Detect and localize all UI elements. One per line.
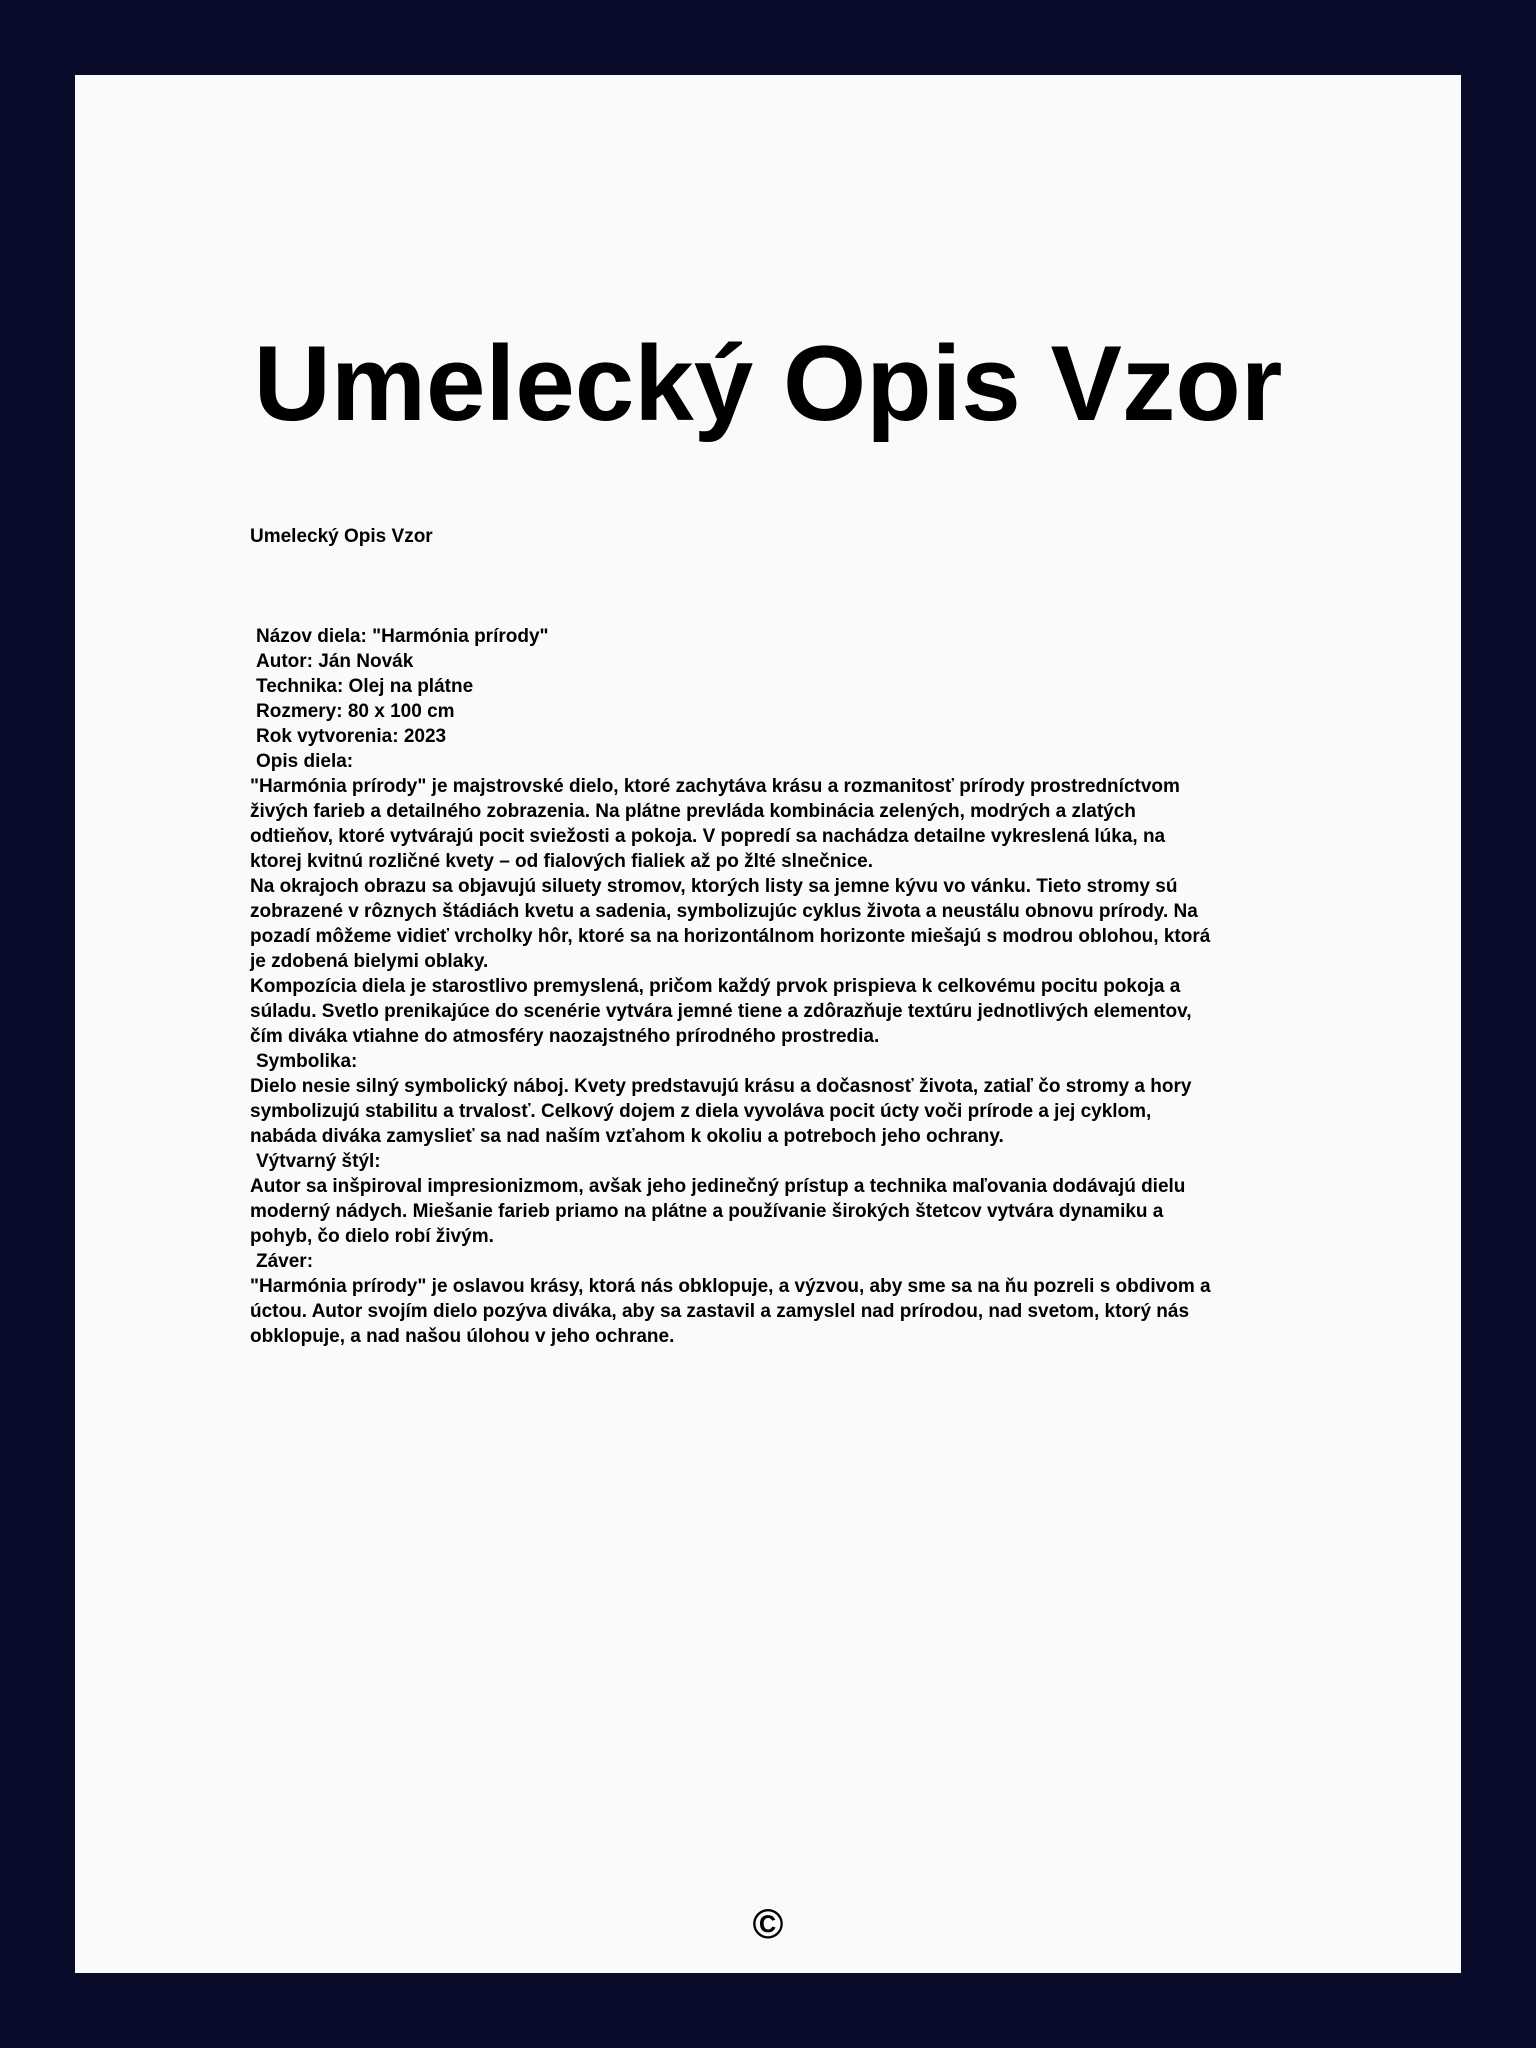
document-body bbox=[250, 624, 1350, 1349]
description-paragraph-2 bbox=[250, 874, 1350, 974]
paragraph-line: moderný nádych. Miešanie farieb priamo na plátne a používanie širokých štetcov vytvára dynamiku a bbox=[250, 1201, 1164, 1222]
paragraph-line: úctou. Autor svojím dielo pozýva diváka, aby sa zastavil a zamyslel nad prírodou, nad svetom, ktorý nás bbox=[250, 1301, 1190, 1322]
paragraph-line: pozadí môžeme vidieť vrcholky hôr, ktoré sa na horizontálnom horizonte miešajú s modrou oblohou, ktorá bbox=[250, 926, 1211, 947]
style-paragraph bbox=[250, 1174, 1350, 1249]
meta-year: Rok vytvorenia: 2023 bbox=[256, 726, 447, 747]
meta-author: Autor: Ján Novák bbox=[256, 651, 414, 672]
paragraph-line: zobrazené v rôznych štádiách kvetu a sadenia, symbolizujúc cyklus života a neustálu obnovu prírody. Na bbox=[250, 901, 1198, 922]
paragraph-line: nabáda diváka zamyslieť sa nad naším vzťahom k okoliu a potreboch jeho ochrany. bbox=[250, 1126, 1004, 1147]
section-heading-description: Opis diela: bbox=[256, 751, 354, 772]
description-paragraph-1 bbox=[250, 774, 1350, 874]
section-heading-style: Výtvarný štýl: bbox=[256, 1151, 381, 1172]
paragraph-line: "Harmónia prírody" je majstrovské dielo, ktoré zachytáva krásu a rozmanitosť prírody prostredníctvom bbox=[250, 776, 1180, 797]
symbolism-paragraph bbox=[250, 1074, 1350, 1149]
meta-dimensions: Rozmery: 80 x 100 cm bbox=[256, 701, 455, 722]
paragraph-line: Kompozícia diela je starostlivo premyslená, pričom každý prvok prispieva k celkovému pocitu pokoja a bbox=[250, 976, 1181, 997]
paragraph-line: je zdobená bielymi oblaky. bbox=[250, 951, 489, 972]
paragraph-line: Dielo nesie silný symbolický náboj. Kvety predstavujú krásu a dočasnosť života, zatiaľ čo stromy a hory bbox=[250, 1076, 1192, 1097]
meta-technique: Technika: Olej na plátne bbox=[256, 676, 474, 697]
copyright-icon: © bbox=[752, 1900, 784, 1947]
paragraph-line: "Harmónia prírody" je oslavou krásy, ktorá nás obklopuje, a výzvou, aby sme sa na ňu pozreli s obdivom a bbox=[250, 1276, 1211, 1297]
document-subtitle: Umelecký Opis Vzor bbox=[250, 526, 433, 547]
paragraph-line: pohyb, čo dielo robí živým. bbox=[250, 1226, 494, 1247]
paragraph-line: Na okrajoch obrazu sa objavujú siluety stromov, ktorých listy sa jemne kývu vo vánku. Tieto stromy sú bbox=[250, 876, 1178, 897]
paragraph-line: súladu. Svetlo prenikajúce do scenérie vytvára jemné tiene a zdôrazňuje textúru jednotlivých elementov, bbox=[250, 1001, 1192, 1022]
paragraph-line: živých farieb a detailného zobrazenia. Na plátne prevláda kombinácia zelených, modrých a zlatých bbox=[250, 801, 1136, 822]
meta-name: Názov diela: "Harmónia prírody" bbox=[256, 626, 549, 647]
page-title: Umelecký Opis Vzor bbox=[253, 323, 1283, 443]
paragraph-line: obklopuje, a nad našou úlohou v jeho ochrane. bbox=[250, 1326, 675, 1347]
paragraph-line: symbolizujú stabilitu a trvalosť. Celkový dojem z diela vyvoláva pocit úcty voči prírode a jej cyklom, bbox=[250, 1101, 1152, 1122]
paragraph-line: Autor sa inšpiroval impresionizmom, avšak jeho jedinečný prístup a technika maľovania dodávajú dielu bbox=[250, 1176, 1186, 1197]
section-heading-conclusion: Záver: bbox=[256, 1251, 314, 1272]
description-paragraph-3 bbox=[250, 974, 1350, 1049]
document-page bbox=[75, 75, 1461, 1973]
paragraph-line: čím diváka vtiahne do atmosféry naozajstného prírodného prostredia. bbox=[250, 1026, 880, 1047]
paragraph-line: ktorej kvitnú rozličné kvety – od fialových fialiek až po žlté slnečnice. bbox=[250, 851, 873, 872]
conclusion-paragraph bbox=[250, 1274, 1350, 1349]
paragraph-line: odtieňov, ktoré vytvárajú pocit sviežosti a pokoja. V popredí sa nachádza detailne vykreslená lúka, na bbox=[250, 826, 1166, 847]
section-heading-symbolism: Symbolika: bbox=[256, 1051, 358, 1072]
